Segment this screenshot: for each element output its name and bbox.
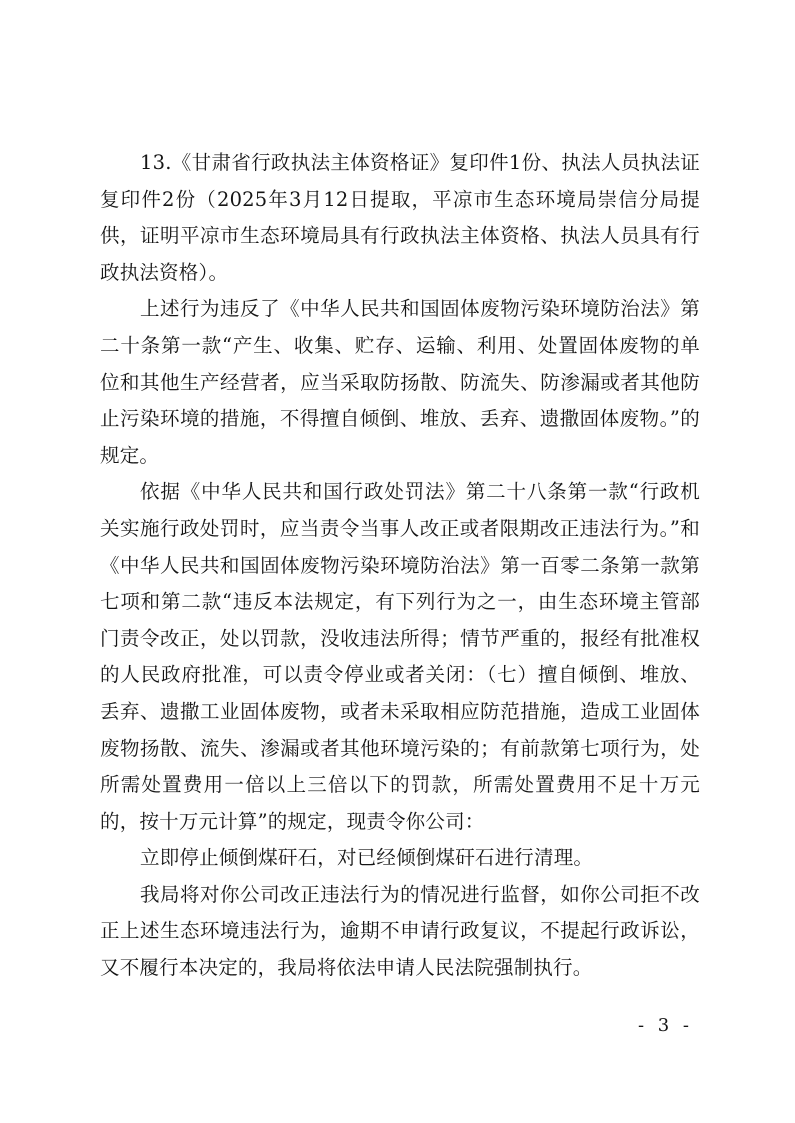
paragraph-enforcement-notice: 我局将对你公司改正违法行为的情况进行监督，如你公司拒不改正上述生态环境违法行为，逾期不申请行政复议，不提起行政诉讼，又不履行本决定的，我局将依法申请人民法院强制执行。	[100, 882, 700, 980]
document-body	[100, 145, 700, 987]
paragraph-evidence-13: 13.《甘肃省行政执法主体资格证》复印件1份、执法人员执法证复印件2份（2025年3月12日提取，平凉市生态环境局崇信分局提供，证明平凉市生态环境局具有行政执法主体资格、执法人员具有行政执法资格）。	[100, 151, 700, 284]
paragraph-order: 立即停止倾倒煤矸石，对已经倾倒煤矸石进行清理。	[140, 846, 594, 870]
paragraph-legal-basis: 依据《中华人民共和国行政处罚法》第二十八条第一款“行政机关实施行政处罚时，应当责令当事人改正或者限期改正违法行为。”和《中华人民共和国固体废物污染环境防治法》第一百零二条第一款第七项和第二款“违反本法规定，有下列行为之一，由生态环境主管部门责令改正，处以罚款，没收违法所得；情节严重的，报经有批准权的人民政府批准，可以责令停业或者关闭：（七）擅自倾倒、堆放、丢弃、遗撒工业固体废物，或者未采取相应防范措施，造成工业固体废物扬散、流失、渗漏或者其他环境污染的；有前款第七项行为，处所需处置费用一倍以上三倍以下的罚款，所需处置费用不足十万元的，按十万元计算”的规定，现责令你公司：	[100, 480, 700, 833]
page-number: - 3 -	[637, 1015, 693, 1036]
paragraph-violation: 上述行为违反了《中华人民共和国固体废物污染环境防治法》第二十条第一款“产生、收集、贮存、运输、利用、处置固体废物的单位和其他生产经营者，应当采取防扬散、防流失、防渗漏或者其他防止污染环境的措施，不得擅自倾倒、堆放、丢弃、遗撒固体废物。”的规定。	[100, 297, 700, 467]
